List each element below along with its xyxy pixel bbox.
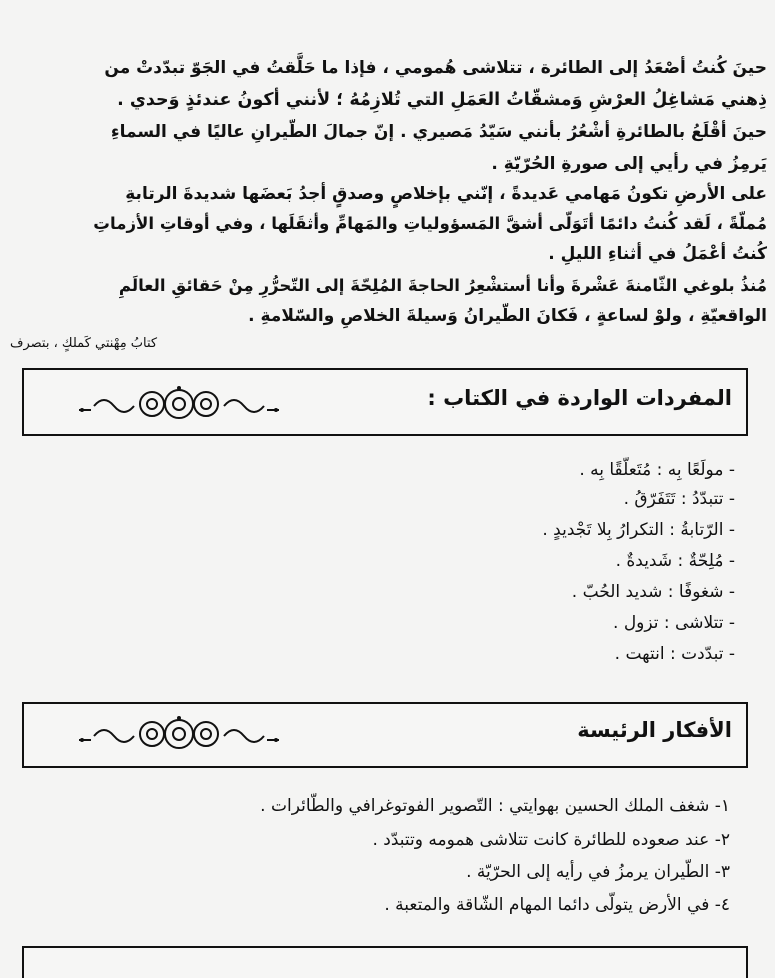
vocabulary-item: - مُلِحّةٌ : شَديدةٌ .: [615, 551, 735, 571]
ornament-icon: [74, 714, 284, 754]
main-idea-item: ٣- الطّيران يرمزُ في رأيه إلى الحرّيّة .: [466, 862, 730, 882]
main-idea-item: ٢- عند صعوده للطائرة كانت تتلاشى همومه وتتبدّد .: [372, 830, 730, 850]
vocabulary-item: - الرّتابةُ : التكرارُ بِلا تَجْديدٍ .: [542, 520, 735, 540]
vocabulary-section-title: المفردات الواردة في الكتاب :: [427, 386, 732, 410]
main-idea-item: ٤- في الأرض يتولّى دائما المهام الشّاقة والمتعبة .: [384, 895, 730, 915]
vocabulary-header-box: [22, 368, 748, 436]
source-citation: كتابُ مِهْنتي كَملكٍ ، بتصرف: [10, 336, 158, 351]
vocabulary-item: - تتبدّدُ : تَتَفَرّقُ .: [623, 489, 735, 509]
passage-line-4: يَرمِزُ في رأيي إلى صورةِ الحُرّيّةِ .: [491, 154, 767, 174]
passage-line-5: على الأرضِ تكونُ مَهامي عَديدةً ، إنّني بإخلاصٍ وصدقٍ أجدُ بَعضَها شديدةَ الرتابةِ: [125, 184, 767, 204]
passage-line-1: حينَ كُنتُ أصْعَدُ إلى الطائرة ، تتلاشى هُمومي ، فإذا ما حَلَّقتُ في الجَوّ تبدّدتْ من: [104, 58, 767, 78]
vocabulary-item: - تبدّدت : انتهت .: [614, 644, 735, 664]
vocabulary-item: - مولَعًا بِه : مُتَعلّقًا بِه .: [579, 460, 735, 480]
vocabulary-item: - شغوفًا : شديد الحُبّ .: [571, 582, 735, 602]
main-idea-item: ١- شغف الملك الحسين بهوايتي : التّصوير الفوتوغرافي والطّائرات .: [260, 796, 730, 816]
passage-line-3: حينَ أقْلَعُ بالطائرةِ أشْعُرُ بأنني سَيّدُ مَصيري . إنّ جمالَ الطّيرانِ عاليًا في السماءِ: [110, 122, 767, 142]
passage-line-8: مُنذُ بلوغي الثّامنةَ عَشْرةَ وأنا أستشْعِرُ الحاجةَ المُلِحّةَ إلى التّحرُّرِ مِنْ حَقائقِ العالَمِ: [118, 276, 767, 295]
ornament-icon: [74, 384, 284, 424]
passage-line-7: كُنتُ أعْمَلُ في أثناءِ الليلِ .: [548, 244, 767, 264]
vocabulary-item: - تتلاشى : تزول .: [613, 613, 735, 633]
passage-line-6: مُملّةً ، لَقد كُنتُ دائمًا أتَوَلّى أشقَّ المَسؤولياتِ والمَهامِّ وأثقَلَها ، وفي أوقاتِ الأزماتِ: [93, 214, 767, 233]
main-ideas-header-box: [22, 702, 748, 768]
passage-line-2: ذِهني مَشاغِلُ العرْشِ وَمشقّاتُ العَمَلِ التي تُلازِمُهُ ؛ لأنني أكونُ عندئذٍ وَحدي .: [117, 90, 767, 110]
main-ideas-section-title: الأفكار الرئيسة: [577, 718, 732, 742]
next-section-box: [22, 946, 748, 978]
passage-line-9: الواقعيّةِ ، ولوْ لساعةٍ ، فَكانَ الطّيرانُ وَسيلةَ الخلاصِ والسّلامةِ .: [248, 306, 767, 326]
